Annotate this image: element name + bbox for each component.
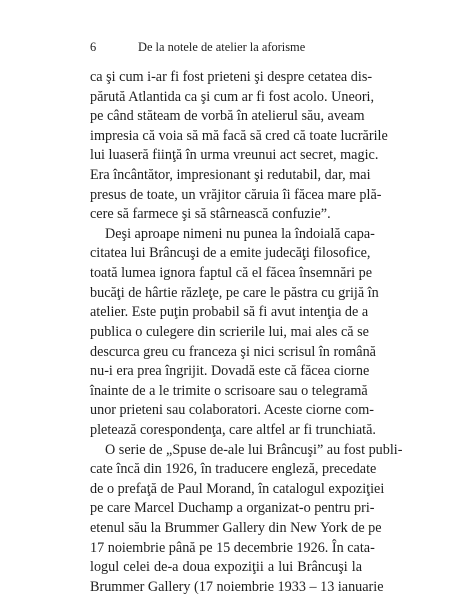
text-line: unor prieteni sau colaboratori. Aceste ciorne com- (90, 402, 375, 419)
text-line: descurca greu cu franceza şi nici scrisul în română (90, 343, 376, 360)
text-line: O serie de „Spuse de-ale lui Brâncuşi” au fost publi- (105, 441, 403, 458)
text-line: bucăţi de hârtie răzleţe, pe care le păstra cu grijă în (90, 284, 379, 301)
text-line: de o prefaţă de Paul Morand, în catalogul expoziţiei (90, 480, 385, 497)
text-line: lui luaseră fiinţă în urma vreunui act secret, magic. (90, 147, 379, 164)
text-line: etenul său la Brummer Gallery din New York de pe (90, 520, 382, 537)
text-line: Deşi aproape nimeni nu punea la îndoială capa- (105, 225, 375, 242)
text-line: atelier. Este puţin probabil să fi avut intenţia de a (90, 304, 369, 321)
paragraph-1 (90, 68, 388, 225)
text-line: Brummer Gallery (17 noiembrie 1933 – 13 ianuarie (90, 578, 384, 595)
text-line: pe care Marcel Duchamp a organizat-o pentru pri- (90, 500, 375, 517)
text-line: impresia că voia să mă facă să cred că toate lucrările (90, 127, 388, 144)
body-text (90, 68, 403, 597)
text-line: cate încă din 1926, în traducere engleză, precedate (90, 461, 377, 478)
text-line: publica o culegere din scrierile lui, mai ales că se (90, 323, 369, 340)
text-line: presus de toate, un vrăjitor căruia îi făcea mare plă- (90, 186, 382, 203)
text-line: ca şi cum i-ar fi fost prieteni şi despre cetatea dis- (90, 69, 373, 85)
paragraph-3 (90, 441, 403, 597)
paragraph-2 (90, 225, 379, 441)
text-line: părută Atlantida ca şi cum ar fi fost acolo. Uneori, (90, 88, 375, 105)
text-line: cere să farmece şi să stârnească confuzie”. (90, 206, 331, 223)
text-line: logul celei de-a doua expoziţii a lui Brâncuşi la (90, 559, 362, 576)
text-line: pletează corespondenţa, care altfel ar fi trunchiată. (90, 421, 376, 438)
text-line: toată lumea ignora faptul că el făcea însemnări pe (90, 265, 373, 282)
text-line: pe când stăteam de vorbă în atelierul său, aveam (90, 108, 365, 125)
text-line: înainte de a le trimite o scrisoare sau o telegramă (90, 382, 368, 399)
running-header (90, 39, 362, 55)
running-title: De la notele de atelier la aforisme (138, 40, 306, 54)
text-line: 17 noiembrie până pe 15 decembrie 1926. În cata- (90, 539, 375, 556)
text-line: nu-i era prea îngrijit. Dovadă este că făcea ciorne (90, 363, 370, 380)
text-line: Era încântător, impresionant şi redutabil, dar, mai (90, 167, 371, 184)
page-number: 6 (90, 40, 97, 54)
text-line: citatea lui Brâncuşi de a emite judecăţi filosofice, (90, 245, 371, 262)
